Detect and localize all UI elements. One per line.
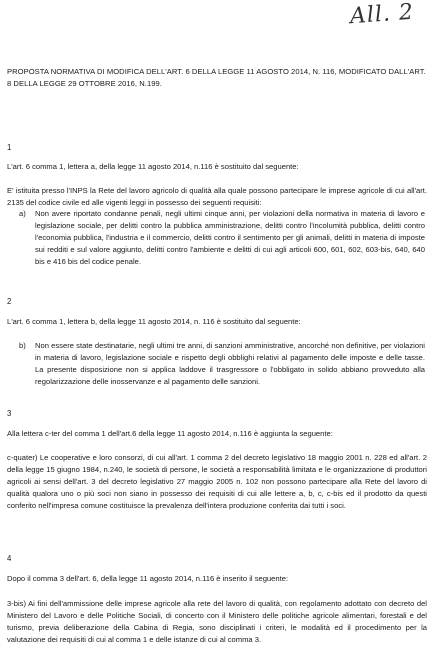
section-3-intro: Alla lettera c-ter del comma 1 dell'art.6 della legge 11 agosto 2014, n.116 è aggiunta la seguente: [7,429,333,438]
section-4-intro: Dopo il comma 3 dell'art. 6, della legge 11 agosto 2014, n.116 è inserito il seguente: [7,574,289,583]
section-2-intro: L'art. 6 comma 1, lettera b, della legge 11 agosto 2014, n. 116 è sostituito dal seguente: [7,317,301,326]
section-1-body: E' istituita presso l'INPS la Rete del lavoro agricolo di qualità alla quale possono partecipare le imprese agricole di cui all'art. 2135 del codice civile ed alle vigenti leggi in possesso dei seguenti requisiti: [7,186,427,207]
section-number-4: 4 [7,554,12,563]
item-label-a: a) [19,209,26,218]
section-number-3: 3 [7,409,12,418]
section-number-2: 2 [7,297,12,306]
document-title: PROPOSTA NORMATIVA DI MODIFICA DELL'ART. 6 DELLA LEGGE 11 AGOSTO 2014, N. 116, MODIFICATO DALL'ART. 8 DELLA LEGGE 29 OTTOBRE 2016, N.199. [7,67,426,88]
section-3-body: c-quater) Le cooperative e loro consorzi, di cui all'art. 1 comma 2 del decreto legislativo 18 maggio 2001 n. 228 ed all'art. 2 della legge 15 giugno 1984, n.240, le società di persone, le società a responsabilità limitata e le organizzazione di produttori agricoli ai sensi dell'art. 3 del decreto legislativo 27 maggio 2005 n. 102 non possono partecipare alla Rete del lavoro di qualità qualora uno o più soci non siano in possesso dei requisiti di cui alle lettere a, b, c, c-bis ed il prodotto da questi conferito nell'impresa comune costituisce la prevalenza dell'intera produzione conferita dai tutti i soci. [7,453,427,510]
section-number-1: 1 [7,143,12,152]
item-label-b: b) [19,341,26,350]
handwritten-annotation: All. 2 [349,0,415,30]
item-text-a: Non avere riportato condanne penali, negli ultimi cinque anni, per violazioni della normativa in materia di lavoro e legislazione sociale, per delitti contro la pubblica amministrazione, delitti contro l'incolumità pubblica, delitti contro l'economia pubblica, l'industria e il commercio, delitti contro il sentimento per gli animali, delitti in materia di imposte sui redditi e sul valore aggiunto, delitti contro l'ambiente e delitti di cui agli articoli 600, 601, 602, 603-bis, 640, 640 bis e 416 bis del codice penale. [35,209,425,266]
section-1-intro: L'art. 6 comma 1, lettera a, della legge 11 agosto 2014, n.116 è sostituito dal seguente: [7,162,299,171]
item-text-b: Non essere state destinatarie, negli ultimi tre anni, di sanzioni amministrative, ancorché non definitive, per violazioni in materia di lavoro, legislazione sociale e rispetto degli obblighi relativi al pagamento delle imposte e delle tasse. La presente disposizione non si applica laddove il trasgressore o l'obbligato in solido abbiano provveduto alla regolarizzazione delle inosservanze e al pagamento delle sanzioni. [35,341,425,386]
section-4-body: 3-bis) Ai fini dell'ammissione delle imprese agricole alla rete del lavoro di qualità, con regolamento adottato con decreto del Ministero del Lavoro e delle Politiche Sociali, di concerto con il Ministero delle politiche agricole alimentari, forestali e del turismo, previa deliberazione della Cabina di Regia, sono disciplinati i criteri, le modalità ed il procedimento per la valutazione dei requisiti di cui al comma 1 e delle istanze di cui al comma 3. [7,599,427,644]
